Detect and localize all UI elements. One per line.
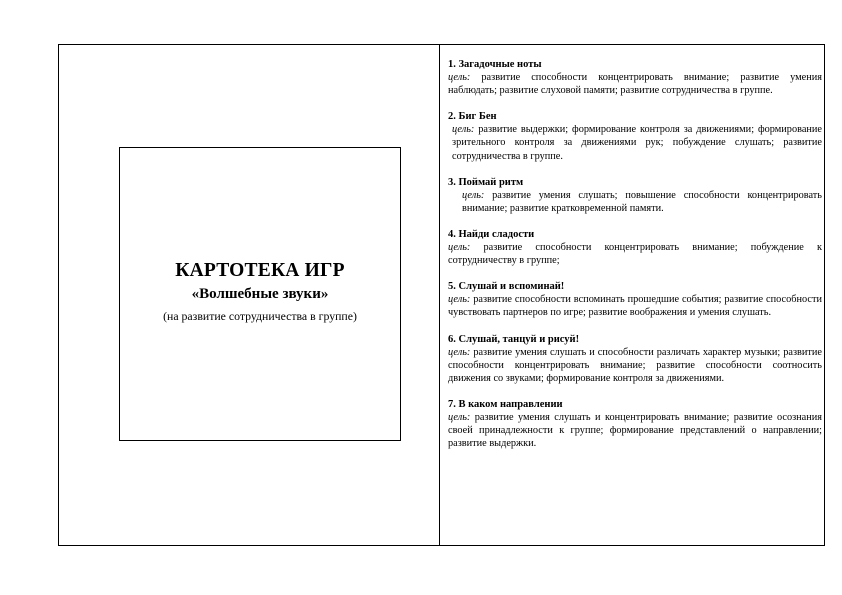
game-item — [448, 110, 822, 162]
game-title: 4. Найди сладости — [448, 228, 535, 240]
goal-text: развитие способности вспоминать прошедшие события; развитие способности чувствовать партнеров по игре; развитие воображения и умения слушать. — [448, 294, 822, 319]
game-item — [448, 333, 822, 385]
game-title: 6. Слушай, танцуй и рисуй! — [448, 333, 580, 345]
cover-title: КАРТОТЕКА ИГР — [175, 260, 345, 281]
column-divider — [439, 45, 440, 545]
goal-label: цель: — [452, 124, 475, 136]
game-description — [448, 411, 822, 450]
goal-text: развитие умения слушать и способности различать характер музыки; развитие способности концентрировать внимание; развитие способности соотносить движения со звуками; формирование контроля за движениями. — [448, 346, 822, 384]
game-description — [448, 293, 822, 319]
game-item — [448, 398, 822, 450]
game-title: 7. В каком направлении — [448, 398, 563, 410]
game-title: 1. Загадочные ноты — [448, 59, 542, 70]
game-item — [448, 58, 822, 97]
game-description — [448, 189, 822, 215]
goal-text: развитие способности концентрировать внимание; побуждение к сотрудничеству в группе; — [448, 242, 822, 267]
game-description — [448, 123, 822, 162]
goal-label: цель: — [448, 242, 471, 254]
goal-label: цель: — [448, 294, 471, 306]
goal-text: развитие способности концентрировать внимание; развитие умения наблюдать; развитие слуховой памяти; развитие сотрудничества в группе. — [448, 72, 822, 97]
goal-label: цель: — [462, 189, 485, 201]
game-item — [448, 280, 822, 319]
goal-label: цель: — [448, 72, 471, 84]
game-item — [448, 228, 822, 267]
goal-label: цель: — [448, 346, 471, 358]
game-title: 2. Биг Бен — [448, 111, 497, 123]
cover-box — [119, 147, 401, 441]
game-description — [448, 241, 822, 267]
games-list — [448, 58, 822, 463]
game-title: 3. Поймай ритм — [448, 176, 524, 188]
goal-text: развитие умения слушать; повышение способности концентрировать внимание; развитие кратковременной памяти. — [462, 189, 822, 214]
goal-text: развитие выдержки; формирование контроля за движениями; формирование зрительного контроля за движениями рук; побуждение слушать; развитие сотрудничества в группе. — [452, 124, 822, 162]
game-item — [448, 176, 822, 215]
goal-label: цель: — [448, 411, 471, 423]
goal-text: развитие умения слушать и концентрировать внимание; развитие осознания своей принадлежности к группе; формирование представлений о направлении; развитие выдержки. — [448, 411, 822, 450]
game-description — [448, 346, 822, 385]
game-title: 5. Слушай и вспоминай! — [448, 281, 565, 293]
game-description — [448, 71, 822, 97]
cover-note: (на развитие сотрудничества в группе) — [163, 309, 357, 323]
card-sheet — [58, 44, 825, 546]
cover-subtitle: «Волшебные звуки» — [191, 286, 329, 302]
